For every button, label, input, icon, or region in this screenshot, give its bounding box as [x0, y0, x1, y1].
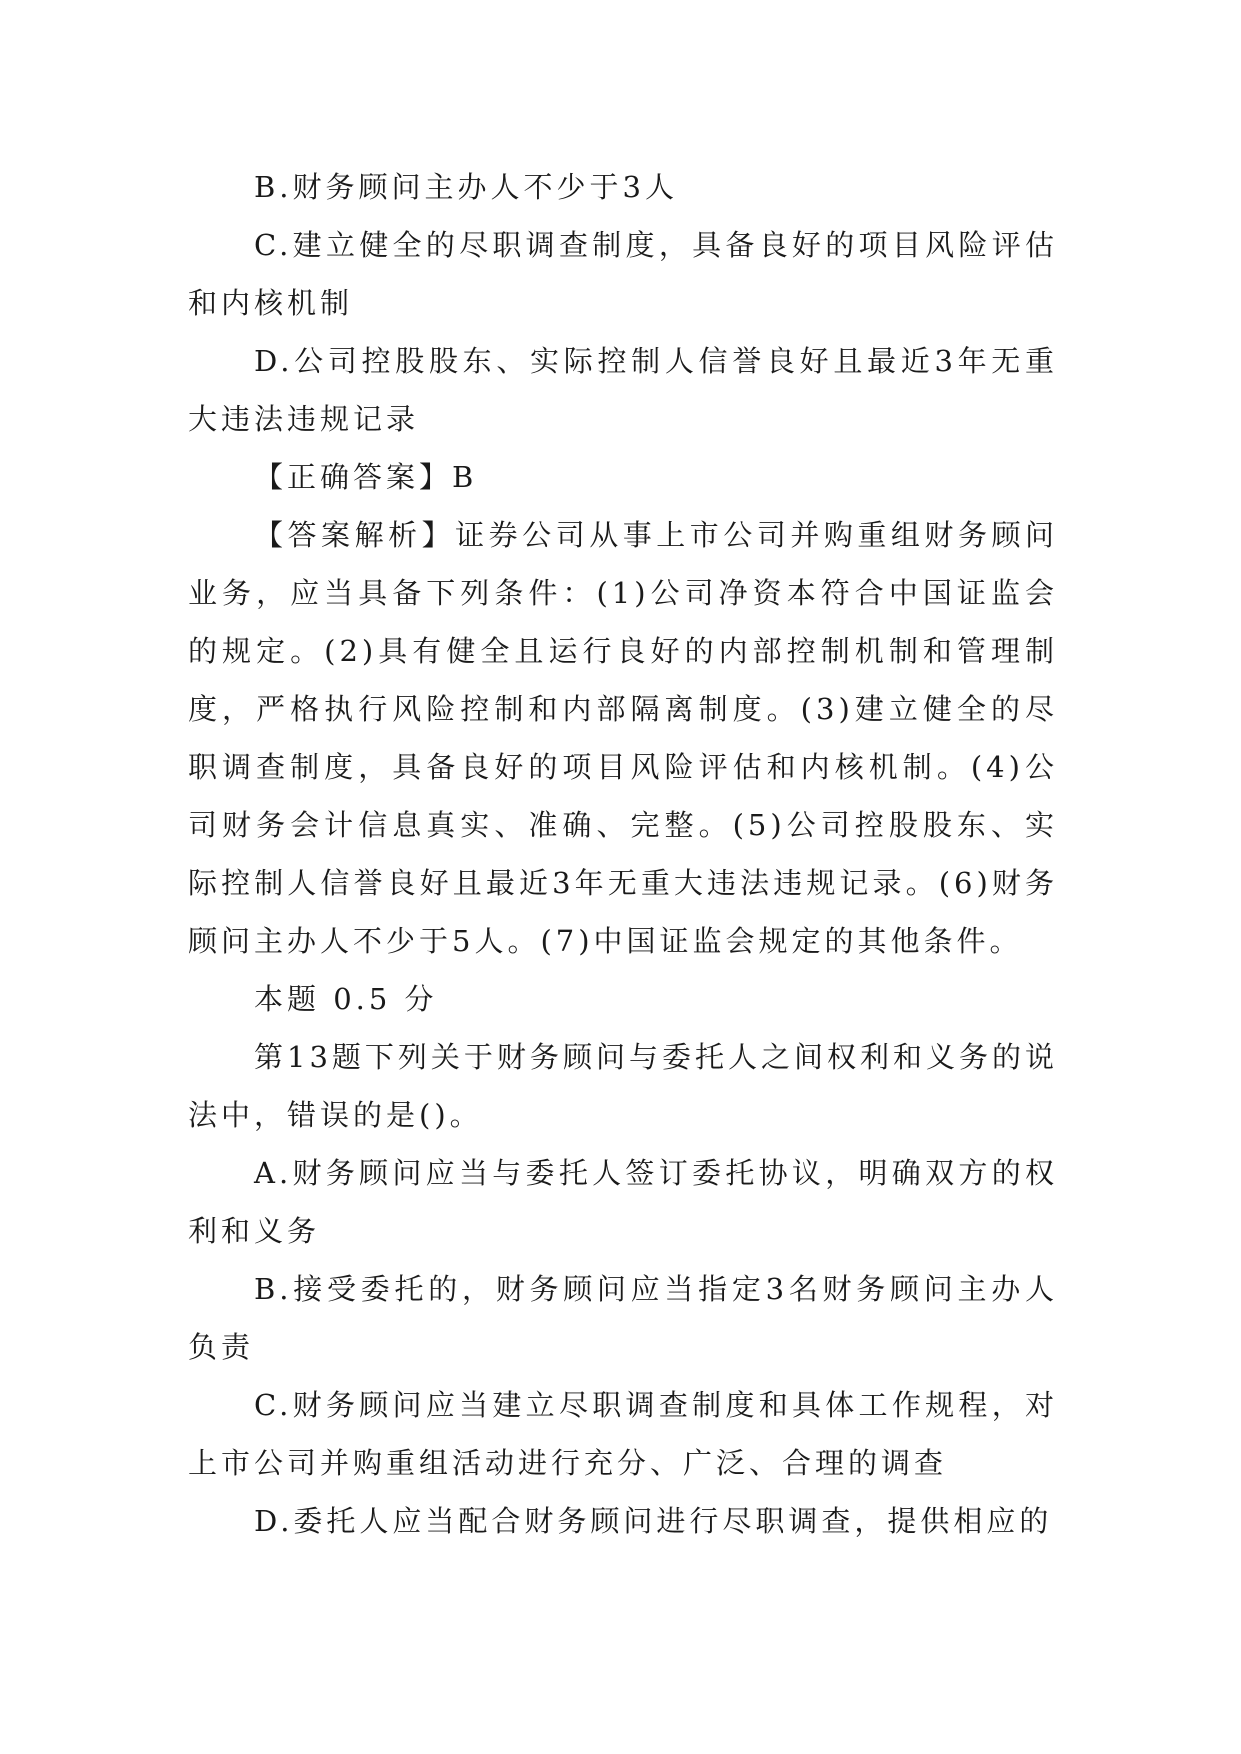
- option-b-prev: B.财务顾问主办人不少于3人: [254, 170, 678, 204]
- question-score: 本题 0.5 分: [254, 982, 438, 1016]
- question-13-option-a: A.财务顾问应当与委托人签订委托协议，明确双方的权利和义务: [188, 1156, 1058, 1248]
- question-13-option-d: D.委托人应当配合财务顾问进行尽职调查，提供相应的: [254, 1504, 1053, 1538]
- correct-answer: 【正确答案】B: [254, 460, 478, 494]
- question-13-stem: 第13题下列关于财务顾问与委托人之间权利和义务的说法中，错误的是()。: [188, 1040, 1058, 1132]
- answer-explanation: 【答案解析】证券公司从事上市公司并购重组财务顾问业务，应当具备下列条件：(1)公司净资本符合中国证监会的规定。(2)具有健全且运行良好的内部控制机制和管理制度，严格执行风险控制和内部隔离制度。(3)建立健全的尽职调查制度，具备良好的项目风险评估和内核机制。(4)公司财务会计信息真实、准确、完整。(5)公司控股股东、实际控制人信誉良好且最近3年无重大违法违规记录。(6)财务顾问主办人不少于5人。(7)中国证监会规定的其他条件。: [188, 518, 1058, 958]
- option-d-prev: D.公司控股股东、实际控制人信誉良好且最近3年无重大违法违规记录: [188, 344, 1058, 436]
- option-c-prev: C.建立健全的尽职调查制度，具备良好的项目风险评估和内核机制: [188, 228, 1058, 320]
- document-body: [188, 158, 1058, 1550]
- question-13-option-b: B.接受委托的，财务顾问应当指定3名财务顾问主办人负责: [188, 1272, 1058, 1364]
- question-13-option-c: C.财务顾问应当建立尽职调查制度和具体工作规程，对上市公司并购重组活动进行充分、广泛、合理的调查: [188, 1388, 1058, 1480]
